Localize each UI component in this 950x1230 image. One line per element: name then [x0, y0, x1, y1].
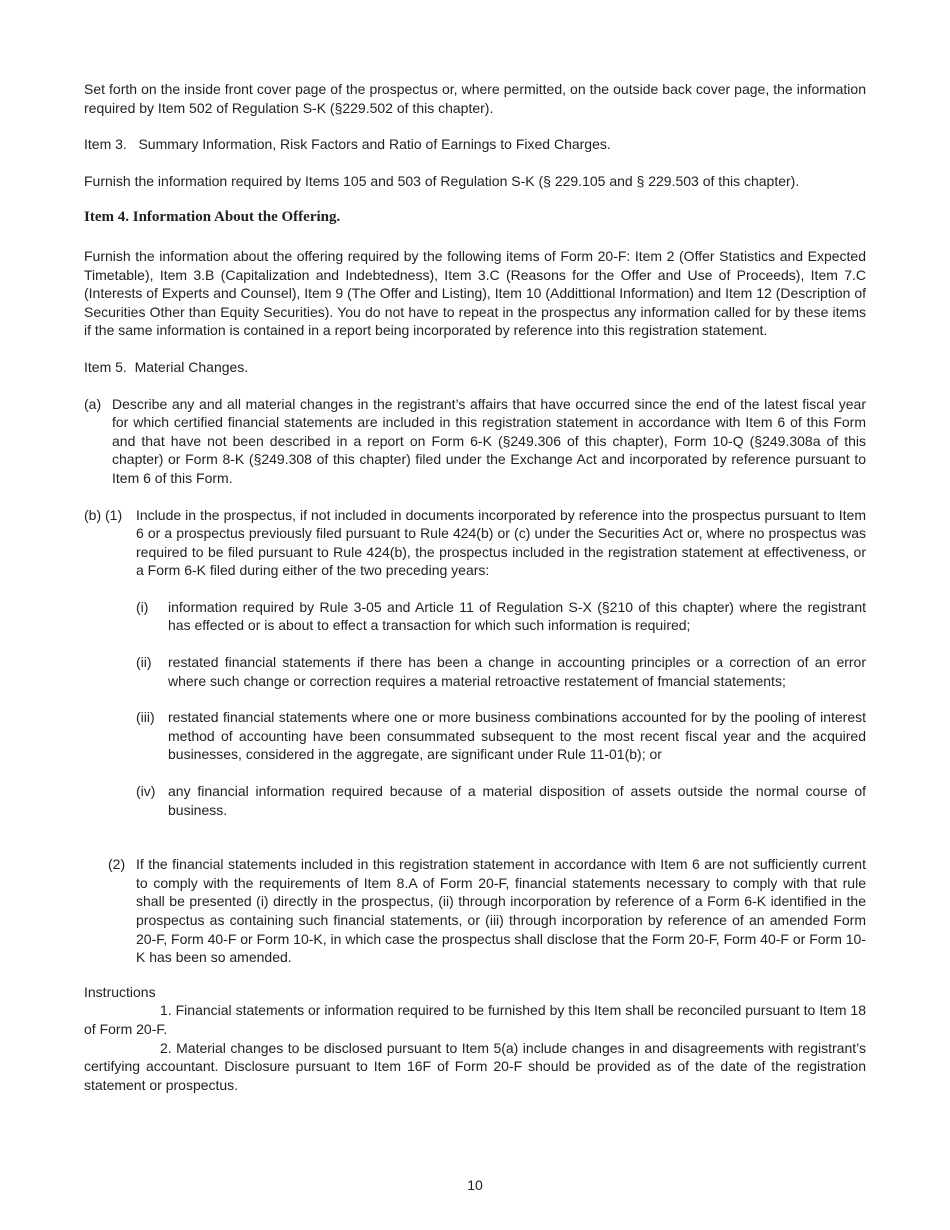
instruction-item: 2. Material changes to be disclosed pursuant to Item 5(a) include changes in and disagreements with registrant’s certifying accountant. Disclosure pursuant to Item 16F of Form 20-F should be provided as of the date of the registration statement or prospectus.: [84, 1039, 866, 1093]
subitem-ii-label: (ii): [136, 654, 152, 671]
subitem-i-label: (i): [136, 598, 149, 615]
subitem-iii: [136, 708, 866, 764]
instruction-item: 1. Financial statements or information required to be furnished by this Item shall be reconciled pursuant to Item 18 of Form 20-F.: [84, 1002, 866, 1037]
item5-b1-text: Include in the prospectus, if not included in documents incorporated by reference into the prospectus pursuant to Item 6 or a prospectus previously filed pursuant to Rule 424(b) or (c) under the Securities Act or, where no prospectus was required to be filed pursuant to Rule 424(b), the prospectus included in the registration statement at effectiveness, or a Form 6-K filed during either of the two preceding years:: [136, 506, 866, 579]
intro-paragraph: Set forth on the inside front cover page of the prospectus or, where permitted, on the outside back cover page, the information required by Item 502 of Regulation S-K (§229.502 of this chapter).: [84, 81, 866, 116]
subitem-iv-text: any financial information required because of a material disposition of assets outside the normal course of business.: [168, 783, 866, 818]
item5-b2-label: (2): [108, 856, 126, 873]
subitem-i-text: information required by Rule 3-05 and Article 11 of Regulation S-X (§210 of this chapter) where the registrant has effected or is about to effect a transaction for which such information is required;: [168, 598, 866, 634]
item5-b1: [84, 506, 866, 580]
item3-heading: Item 3. Summary Information, Risk Factors and Ratio of Earnings to Fixed Charges.: [84, 136, 611, 153]
item4-body: Furnish the information about the offering required by the following items of Form 20-F: Item 2 (Offer Statistics and Expected Timetable), Item 3.B (Capitalization and Indebtedness), Item 3.C (Reasons for the Offer and Use of Proceeds), Item 7.C (Interests of Experts and Counsel), Item 9 (The Offer and Listing), Item 10 (Addittional Information) and Item 12 (Description of Securities Other than Equity Securities). You do not have to repeat in the prospectus any information called for by these items if the same information is contained in a report being incorporated by reference into this registration statement.: [84, 247, 866, 339]
item5-heading: Item 5. Material Changes.: [84, 358, 249, 375]
subitem-iii-text: restated financial statements where one or more business combinations accounted for by the pooling of interest method of accounting have been consummated subsequent to the most recent fiscal year and the acquired businesses, considered in the aggregate, are significant under Rule 11-01(b); or: [168, 709, 866, 763]
instructions-heading: Instructions: [84, 983, 156, 1000]
item4-heading: Item 4. Information About the Offering.: [84, 209, 341, 226]
document-page: [84, 80, 866, 1094]
item5-a-text: Describe any and all material changes in the registrant’s affairs that have occurred since the end of the latest fiscal year for which certified financial statements are included in this registration statement in accordance with Item 6 of this Form and that have not been described in a report on Form 6-K (§249.306 of this chapter), Form 10-Q (§249.308a of this chapter) or Form 8-K (§249.308 of this chapter) filed under the Exchange Act and incorporated by reference pursuant to Item 6 of this Form.: [112, 395, 866, 486]
item5-b2: [108, 855, 866, 967]
subitem-iv: [136, 782, 866, 819]
subitem-ii: [136, 653, 866, 690]
item5-a-label: (a): [84, 395, 102, 412]
page-number: 10: [467, 1177, 483, 1193]
item3-body: Furnish the information required by Items 105 and 503 of Regulation S-K (§ 229.105 and § 229.503 of this chapter).: [84, 172, 800, 189]
item5-b2-text: If the financial statements included in this registration statement in accordance with Item 6 are not sufficiently current to comply with the requirements of Item 8.A of Form 20-F, financial statements necessary to comply with that rule shall be presented (i) directly in the prospectus, (ii) through incorporation by reference of a Form 6-K identified in the prospectus as containing such financial statements, or (iii) through incorporation by reference of an amended Form 20-F, Form 40-F or Form 10-K, in which case the prospectus shall disclose that the Form 20-F, Form 40-F or Form 10-K has been so amended.: [136, 856, 866, 966]
subitem-i: [136, 598, 866, 635]
subitem-iii-label: (iii): [136, 709, 155, 726]
item5-a: [84, 395, 866, 488]
subitem-ii-text: restated financial statements if there has been a change in accounting principles or a correction of an error where such change or correction requires a material retroactive restatement of fmancial statements;: [168, 654, 866, 689]
item5-b1-label: (b) (1): [84, 506, 123, 523]
subitem-iv-label: (iv): [136, 783, 156, 800]
